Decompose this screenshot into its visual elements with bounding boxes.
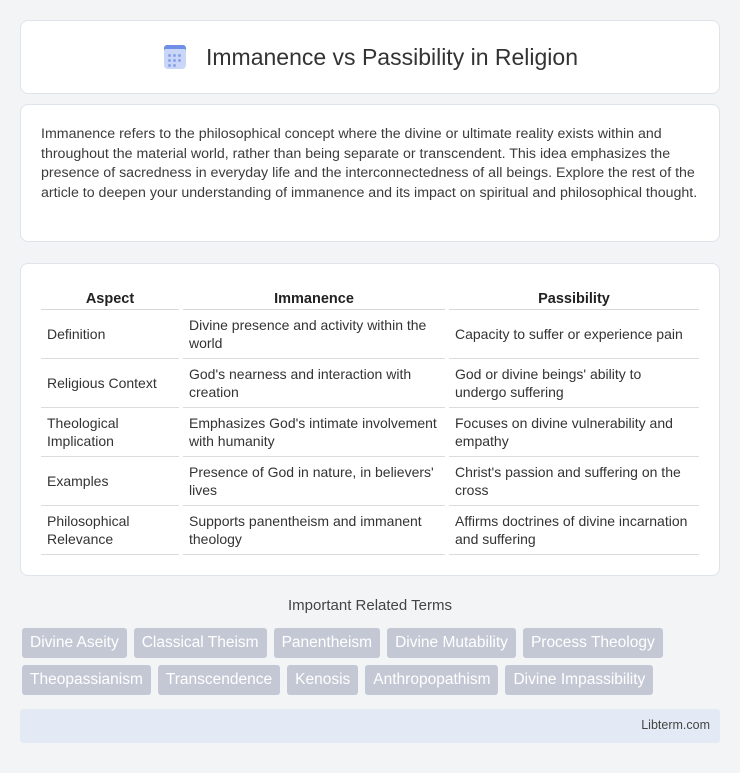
cell-immanence: God's nearness and interaction with creation — [183, 359, 445, 408]
footer — [20, 709, 720, 743]
cell-immanence: Supports panentheism and immanent theology — [183, 506, 445, 555]
related-term-tag[interactable]: Divine Impassibility — [505, 665, 653, 695]
related-term-tag[interactable]: Classical Theism — [134, 628, 267, 658]
header-card — [20, 20, 720, 94]
intro-card — [20, 104, 720, 242]
related-term-tag[interactable]: Process Theology — [523, 628, 663, 658]
comparison-table-card — [20, 263, 720, 576]
cell-passibility: Capacity to suffer or experience pain — [449, 310, 699, 359]
footer-site-link[interactable]: Libterm.com — [641, 718, 710, 732]
cell-aspect: Definition — [41, 310, 179, 359]
cell-aspect: Philosophical Relevance — [41, 506, 179, 555]
intro-paragraph: Immanence refers to the philosophical concept where the divine or ultimate reality exists within and throughout the material world, rather than being separate or transcendent. This idea emphasizes the presence of sacredness in everyday life and the interconnectedness of all beings. Explore the rest of the article to deepen your understanding of immanence and its impact on spiritual and philosophical thought. — [41, 126, 698, 201]
cell-aspect: Examples — [41, 457, 179, 506]
cell-passibility: Christ's passion and suffering on the cross — [449, 457, 699, 506]
comparison-table — [37, 284, 703, 555]
table-header-row — [41, 284, 699, 310]
table-row — [41, 408, 699, 457]
table-row — [41, 506, 699, 555]
page-title: Immanence vs Passibility in Religion — [206, 43, 578, 70]
header-passibility: Passibility — [449, 284, 699, 310]
related-term-tag[interactable]: Anthropopathism — [365, 665, 498, 695]
related-term-tag[interactable]: Panentheism — [274, 628, 380, 658]
cell-aspect: Religious Context — [41, 359, 179, 408]
related-term-tag[interactable]: Divine Mutability — [387, 628, 516, 658]
table-row — [41, 359, 699, 408]
related-terms-title: Important Related Terms — [288, 597, 452, 614]
cell-immanence: Divine presence and activity within the world — [183, 310, 445, 359]
cell-aspect: Theological Implication — [41, 408, 179, 457]
cell-immanence: Presence of God in nature, in believers' lives — [183, 457, 445, 506]
document-list-icon — [162, 44, 188, 70]
header — [162, 44, 578, 71]
cell-passibility: Focuses on divine vulnerability and empathy — [449, 408, 699, 457]
related-term-tag[interactable]: Kenosis — [287, 665, 358, 695]
related-terms-list — [22, 628, 722, 695]
cell-passibility: Affirms doctrines of divine incarnation and suffering — [449, 506, 699, 555]
table-row — [41, 310, 699, 359]
table-row — [41, 457, 699, 506]
related-term-tag[interactable]: Divine Aseity — [22, 628, 127, 658]
header-aspect: Aspect — [41, 284, 179, 310]
cell-immanence: Emphasizes God's intimate involvement with humanity — [183, 408, 445, 457]
related-term-tag[interactable]: Theopassianism — [22, 665, 151, 695]
cell-passibility: God or divine beings' ability to undergo suffering — [449, 359, 699, 408]
related-term-tag[interactable]: Transcendence — [158, 665, 280, 695]
header-immanence: Immanence — [183, 284, 445, 310]
